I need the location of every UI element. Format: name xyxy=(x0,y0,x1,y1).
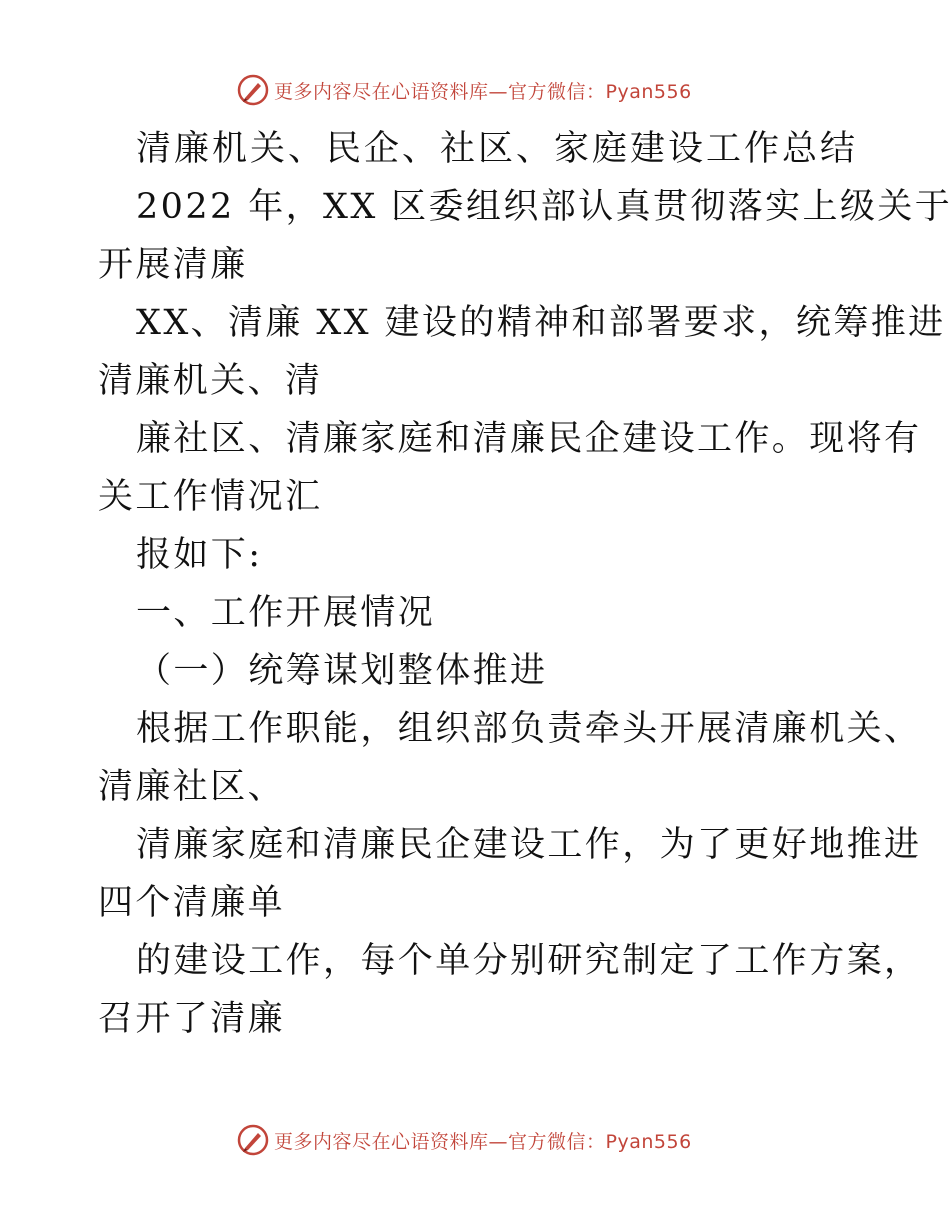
paragraph-line: 清廉社区、 xyxy=(98,767,286,807)
section-heading: 一、工作开展情况 xyxy=(136,593,436,633)
document-body xyxy=(98,120,952,1048)
paragraph-line: 报如下: xyxy=(136,535,263,575)
footer-watermark xyxy=(236,1120,692,1160)
watermark-text: 更多内容尽在心语资料库—官方微信：Pyan556 xyxy=(274,80,692,103)
pen-circle-icon xyxy=(236,1123,270,1157)
watermark-text: 更多内容尽在心语资料库—官方微信：Pyan556 xyxy=(274,1130,692,1153)
paragraph-line: 清廉家庭和清廉民企建设工作，为了更好地推进 xyxy=(136,825,922,865)
paragraph-line: 的建设工作，每个单分别研究制定了工作方案， xyxy=(136,941,922,981)
paragraph-line: 根据工作职能，组织部负责牵头开展清廉机关、 xyxy=(136,709,922,749)
paragraph-line: XX、清廉 XX 建设的精神和部署要求，统筹推进 xyxy=(136,303,946,343)
pen-circle-icon xyxy=(236,73,270,107)
paragraph-line: 开展清廉 xyxy=(98,245,248,285)
paragraph-line: 关工作情况汇 xyxy=(98,477,323,517)
paragraph-line: 清廉机关、清 xyxy=(98,361,323,401)
subsection-heading: （一）统筹谋划整体推进 xyxy=(136,651,548,691)
paragraph-line: 召开了清廉 xyxy=(98,999,286,1039)
document-title: 清廉机关、民企、社区、家庭建设工作总结 xyxy=(136,129,859,169)
paragraph-line: 廉社区、清廉家庭和清廉民企建设工作。现将有 xyxy=(136,419,922,459)
paragraph-line: 四个清廉单 xyxy=(98,883,286,923)
paragraph-line: 2022 年，XX 区委组织部认真贯彻落实上级关于 xyxy=(136,187,952,227)
header-watermark xyxy=(236,70,692,110)
